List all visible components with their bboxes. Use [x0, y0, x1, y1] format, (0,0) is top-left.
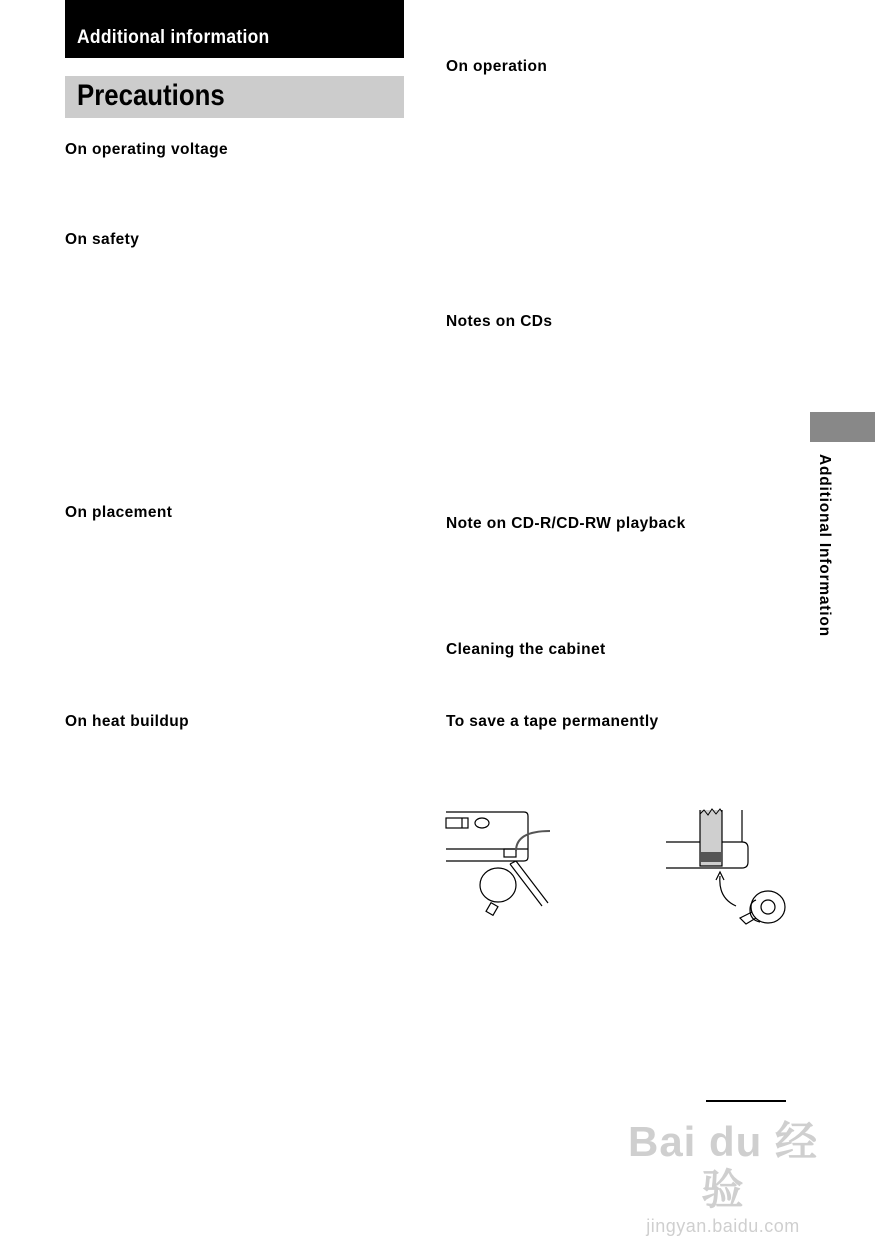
continuation-rule	[706, 1100, 786, 1102]
section-header-label: Additional information	[77, 27, 270, 48]
heading-cdr-playback: Note on CD-R/CD-RW playback	[446, 515, 686, 532]
cassette-tab-break-illustration	[444, 805, 556, 923]
side-section-label: Additional Information	[816, 454, 833, 637]
heading-operation: On operation	[446, 58, 548, 75]
heading-cleaning-cabinet: Cleaning the cabinet	[446, 641, 606, 658]
heading-operating-voltage: On operating voltage	[65, 141, 229, 158]
heading-heat-buildup: On heat buildup	[65, 713, 189, 730]
heading-notes-on-cds: Notes on CDs	[446, 313, 553, 330]
watermark	[618, 1118, 828, 1236]
heading-save-tape: To save a tape permanently	[446, 713, 659, 730]
tape-covering-hole-illustration	[664, 806, 790, 928]
heading-safety: On safety	[65, 231, 140, 248]
section-thumb-tab	[810, 412, 875, 442]
section-header-bar	[65, 0, 404, 58]
page-title-bar	[65, 76, 404, 118]
watermark-brand: Bai du 经验	[627, 1118, 818, 1213]
watermark-url: jingyan.baidu.com	[646, 1216, 800, 1236]
page-title: Precautions	[77, 79, 225, 112]
heading-placement: On placement	[65, 504, 173, 521]
